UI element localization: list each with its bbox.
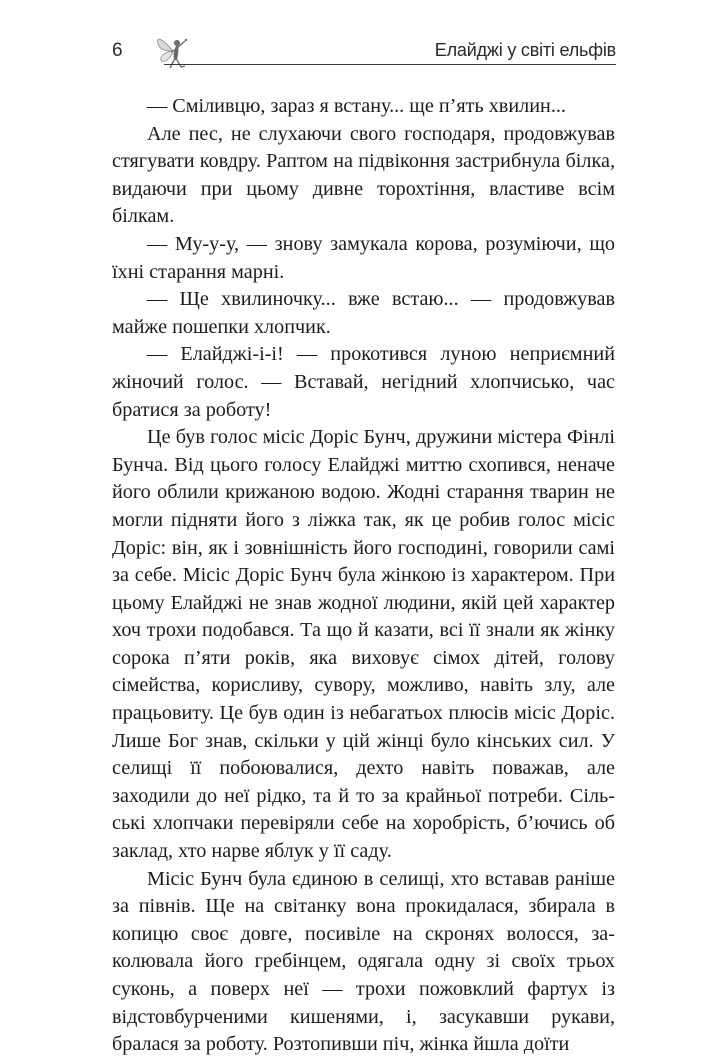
running-title: Елайджі у світі ельфів	[434, 40, 616, 60]
header-rule	[164, 64, 616, 65]
page-header	[112, 38, 616, 68]
paragraph: — Ще хвилиночку... вже встаю... — продовжував майже пошепки хлопчик.	[112, 288, 615, 338]
paragraph: Але пес, не слухаючи свого господаря, продовжував стягувати ковдру. Раптом на підвіконня застрибнула білка, видаючи при цьому дивне торохтіння, властиве всім білкам.	[112, 122, 615, 228]
paragraph: Місіс Бунч була єдиною в селищі, хто вставав раніше за півнів. Ще на світанку вона прокидалася, збирала в копицю своє довге, посивіле на скронях волосся, заколювала його гребінцем, одягала одну зі своїх трьох суконь, а поверх неї — трохи пожовклий фартух із відстовбурченими кишенями, і, засукавши рукави, бралася за роботу. Розтопивши піч, жінка йшла доїти	[112, 867, 615, 1056]
paragraph: Це був голос місіс Доріс Бунч, дружини містера Фінлі Бунча. Від цього голосу Елайджі миттю схопився, неначе його облили крижаною водою. Жодні старання тварин не могли підняти його з ліжка так, як це робив голос місіс Доріс: він, як і зовнішність його господині, говорили самі за себе. Місіс Доріс Бунч була жінкою із характером. При цьому Елайджі не знав жодної людини, якій цей характер хоч трохи подобався. Та що й казати, всі її знали як жінку сорока п’яти років, яка виховує сімох дітей, голову сімейства, корисливу, сувору, можливо, навіть злу, але працьовиту. Це був один із небагатьох плюсів місіс Доріс. Лише Бог знав, скільки у цій жінці було кінських сил. У селищі її побоювалися, дехто навіть поважав, але заходили до неї рідко, та й то за крайньої потреби. Сільські хлопчаки перевіряли себе на хоробрість, б’ючись об заклад, хто нарве яблук у її саду.	[112, 426, 615, 863]
paragraph: — Му-у-у, — знову замукала корова, розуміючи, що їхні старання марні.	[112, 232, 615, 283]
body-text	[112, 93, 615, 1059]
page-number: 6	[112, 40, 123, 61]
paragraph: — Елайджі-і-і! — прокотився луною неприємний жіночий голос. — Вставай, негідний хлопчисько, час братися за роботу!	[112, 343, 615, 421]
fairy-icon	[152, 30, 198, 76]
paragraph: — Сміливцю, зараз я встану... ще п’ять хвилин...	[147, 95, 566, 117]
